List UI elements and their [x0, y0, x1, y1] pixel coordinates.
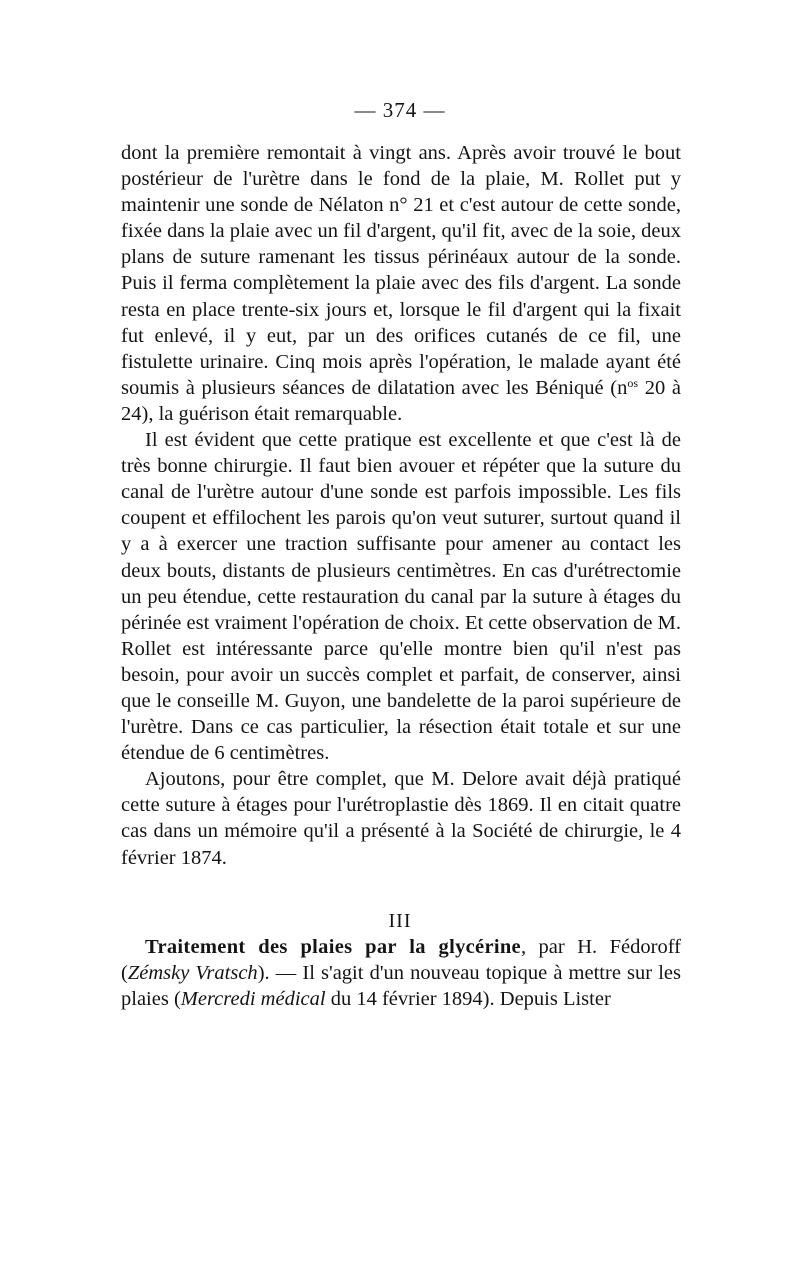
source-title: Zémsky Vratsch — [127, 962, 258, 985]
paragraph-1-text-a: dont la première remontait à vingt ans. Après avoir trouvé le bout postérieur de l'urètre dans le fond de la plaie, M. Rollet put y maintenir une sonde de Nélaton n° 21 et c'est autour de cette sonde, fixée dans la plaie avec un fil d'argent, qu'il fit, avec de la soie, deux plans de suture ramenant les tissus périnéaux autour de la sonde. Puis il ferma complètement la plaie avec des fils d'argent. La sonde resta en place trente-six jours et, lorsque le fil d'argent qui la fixait fut enlevé, il y eut, par un des orifices cutanés de ce fil, une fistulette urinaire. Cinq mois après l'opération, le malade ayant été soumis à plusieurs séances de dilatation avec les Béniqué (n — [121, 142, 681, 399]
paragraph-4-text: ). — Il s'agit d'un nouveau topique à mettre sur les plaies ( — [121, 962, 681, 1011]
article-title: Traitement des plaies par la glycérine — [145, 936, 521, 958]
journal-title: Mercredi médical — [180, 988, 326, 1011]
byline: , par H. Fédoroff ( — [121, 936, 681, 985]
paragraph-1-text-b: 20 à 24), la guérison était remarquable. — [121, 376, 681, 425]
paragraph-2: Il est évident que cette pratique est excellente et que c'est là de très bonne chirurgie. Il faut bien avouer et répéter que la suture du canal de l'urètre autour d'une sonde est parfois impossible. Les fils coupent et effilochent les parois qu'on veut suturer, surtout quand il y a à exercer une traction suffisante pour amener au contact les deux bouts, distants de plusieurs centimètres. En cas d'urétrectomie un peu étendue, cette restauration du canal par la suture à étages du périnée est vraiment l'opération de choix. Et cette observation de M. Rollet est intéressante parce qu'elle montre bien qu'il n'est pas besoin, pour avoir un succès complet et parfait, de conserver, ainsi que le conseille M. Guyon, une bandelette de la paroi supérieure de l'urètre. Dans ce cas particulier, la résection était totale et sur une étendue de 6 centimètres. — [121, 429, 681, 765]
paragraph-1-superscript: os — [627, 375, 639, 390]
paragraph-3: Ajoutons, pour être complet, que M. Delore avait déjà pratiqué cette suture à étages pour l'urétroplastie dès 1869. Il en citait quatre cas dans un mémoire qu'il a présenté à la Société de chirurgie, le 4 février 1874. — [121, 768, 681, 869]
paragraph-4 — [121, 934, 681, 1012]
section-numeral: III — [388, 910, 412, 932]
paragraph-4-tail: du 14 février 1894). Depuis Lister — [325, 988, 611, 1011]
body-text-section-2 — [121, 934, 681, 1012]
body-text-section-1 — [121, 140, 681, 871]
page-number: — 374 — — [354, 98, 446, 122]
paragraph-1 — [121, 140, 681, 427]
